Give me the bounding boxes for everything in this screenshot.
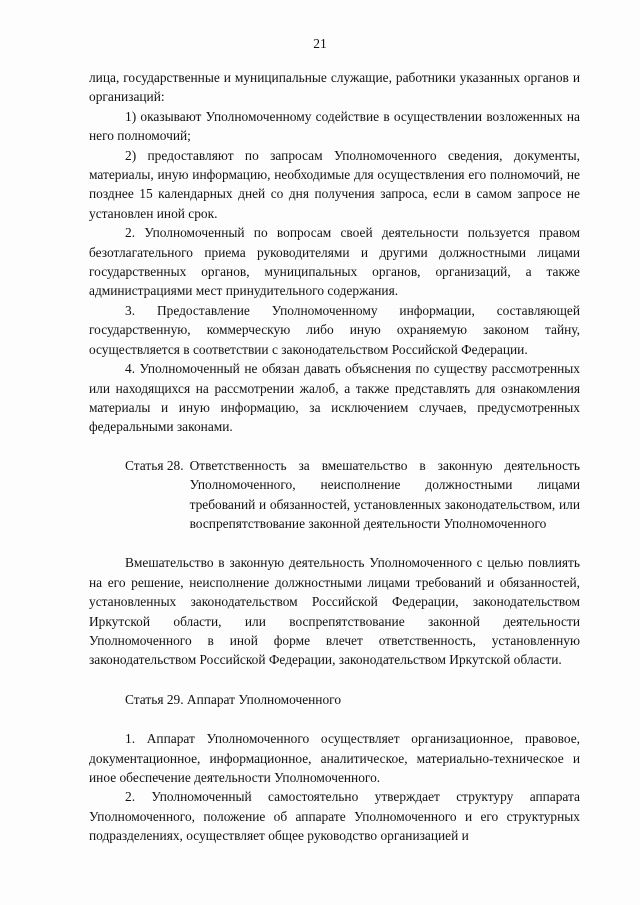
article-28-body: Вмешательство в законную деятельность Уполномоченного с целью повлиять на его решение, неисполнение должностными лицами требований и обязанностей, установленных законодательством Российской Федерации, законодательством Иркутской области, или воспрепятствование законной деятельности Уполномоченного в иной форме влечет ответственность, установленную законодательством Российской Федерации, законодательством Иркутской области. <box>89 555 580 668</box>
paragraph-clause-2: 2. Уполномоченный по вопросам своей деятельности пользуется правом безотлагательного приема руководителями и другими должностными лицами государственных органов, муниципальных органов, организаций, а также администрациями мест принудительного содержания. <box>89 225 580 299</box>
paragraph-item-1: 1) оказывают Уполномоченному содействие в осуществлении возложенных на него полномочий; <box>89 108 580 144</box>
article-28-title: Ответственность за вмешательство в законную деятельность Уполномоченного, неисполнение должностными лицами требований и обязанностей, установленных законодательством, или воспрепятствование законной деятельности Уполномоченного <box>189 457 580 531</box>
paragraph-item-2: 2) предоставляют по запросам Уполномоченного сведения, документы, материалы, иную информацию, необходимые для осуществления его полномочий, не позднее 15 календарных дней со дня получения запроса, если в самом запросе не установлен иной срок. <box>89 147 580 221</box>
document-body <box>89 68 580 846</box>
paragraph-clause-4: 4. Уполномоченный не обязан давать объяснения по существу рассмотренных или находящихся на рассмотрении жалоб, а также представлять для ознакомления материалы и иную информацию, за исключением случаев, предусмотренных федеральными законами. <box>89 361 580 435</box>
article-29-paragraph-1: 1. Аппарат Уполномоченного осуществляет организационное, правовое, документационное, информационное, аналитическое, материально-техническое и иное обеспечение деятельности Уполномоченного. <box>89 731 580 785</box>
paragraph-clause-3: 3. Предоставление Уполномоченному информации, составляющей государственную, коммерческую либо иную охраняемую законом тайну, осуществляется в соответствии с законодательством Российской Федерации. <box>89 302 580 357</box>
paragraph-continuation: лица, государственные и муниципальные служащие, работники указанных органов и организаций: <box>89 70 580 105</box>
page-number: 21 <box>313 36 327 51</box>
article-28-heading <box>89 456 580 534</box>
article-29-paragraph-2: 2. Уполномоченный самостоятельно утверждает структуру аппарата Уполномоченного, положение об аппарате Уполномоченного и его структурных подразделениях, осуществляет общее руководство организацией и <box>89 789 580 844</box>
article-29-heading: Статья 29. Аппарат Уполномоченного <box>125 691 342 707</box>
article-28-label: Статья 28. <box>125 457 184 473</box>
